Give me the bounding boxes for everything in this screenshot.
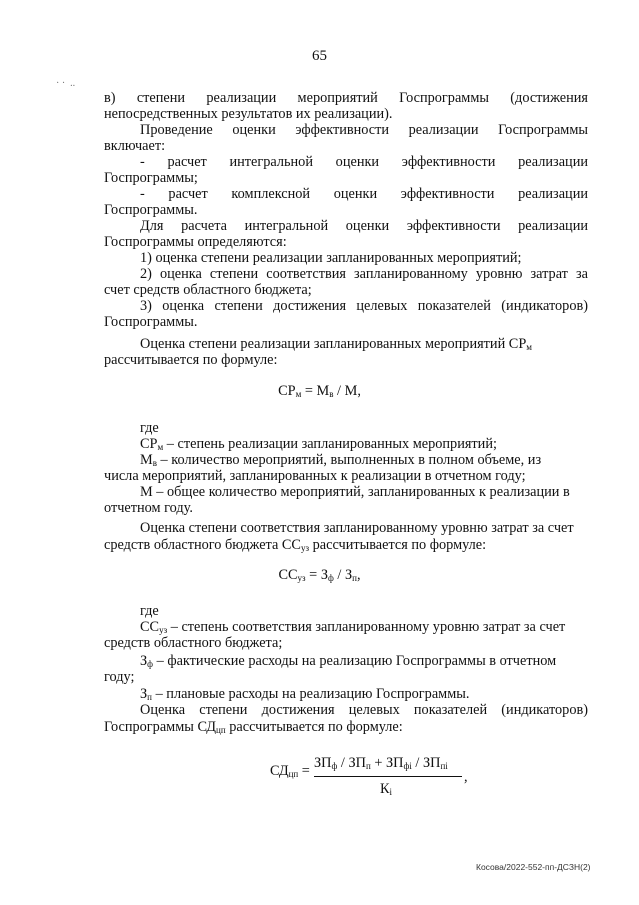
text-line: числа мероприятий, запланированных к реализации в отчетном году; xyxy=(104,468,526,484)
text-line: 1) оценка степени реализации запланированных мероприятий; xyxy=(140,250,522,266)
text-line: средств областного бюджета; xyxy=(104,635,283,651)
text-line: Госпрограммы $СД_{цп}$ рассчитывается по формуле: xyxy=(104,719,403,735)
text-line: 3) оценка степени достижения целевых показателей (индикаторов) xyxy=(140,298,588,314)
text-line: $З_п$ – плановые расходы на реализацию Госпрограммы. xyxy=(140,686,470,702)
text-line: в) степени реализации мероприятий Госпрограммы (достижения xyxy=(104,90,588,106)
text-line: Госпрограммы; xyxy=(104,170,198,186)
text-line: Госпрограммы. xyxy=(104,202,198,218)
text-line: $СС_{уз}$ – степень соответствия запланированному уровню затрат за счет xyxy=(140,619,566,635)
scan-speck: · · .. xyxy=(56,78,76,89)
text-line: - расчет интегральной оценки эффективности реализации xyxy=(140,154,588,170)
formula-srm: $СР_м = М_в / М$, xyxy=(278,383,361,399)
text-line: включает: xyxy=(104,138,166,154)
text-line: $З_ф$ – фактические расходы на реализацию Госпрограммы в отчетном xyxy=(140,653,557,669)
text-line: средств областного бюджета $СС_{уз}$ рассчитывается по формуле: xyxy=(104,537,487,553)
formula-denominator: $К_i$ xyxy=(380,781,393,797)
formula-lhs: $СД_{цп}$ = xyxy=(270,763,310,779)
formula-comma: , xyxy=(464,769,468,785)
text-line: Оценка степени соответствия запланированному уровню затрат за счет xyxy=(140,520,574,536)
text-line: $М_в$ – количество мероприятий, выполненных в полном объеме, из xyxy=(140,452,542,468)
formula-ssuz: $СС_{уз} = З_ф / З_п$, xyxy=(278,567,361,583)
text-line: Оценка степени реализации запланированных мероприятий $СР_м$ xyxy=(140,336,532,352)
formula-sdcp xyxy=(270,755,490,825)
text-line: Оценка степени достижения целевых показателей (индикаторов) xyxy=(140,702,588,718)
document-footer-code: Косова/2022-552-пп-ДСЗН(2) xyxy=(476,862,591,872)
text-line: где xyxy=(140,603,159,619)
text-line: рассчитывается по формуле: xyxy=(104,352,278,368)
fraction-bar xyxy=(314,776,462,777)
text-line: $СР_м$ – степень реализации запланированных мероприятий; xyxy=(140,436,497,452)
text-line: - расчет комплексной оценки эффективности реализации xyxy=(140,186,588,202)
page-number: 65 xyxy=(312,48,327,64)
text-line: М – общее количество мероприятий, запланированных к реализации в xyxy=(140,484,570,500)
text-line: Госпрограммы. xyxy=(104,314,198,330)
text-line: Для расчета интегральной оценки эффективности реализации xyxy=(140,218,588,234)
text-line: непосредственных результатов их реализации). xyxy=(104,106,393,122)
text-line: году; xyxy=(104,669,135,685)
text-line: отчетном году. xyxy=(104,500,193,516)
text-line: 2) оценка степени соответствия запланированному уровню затрат за xyxy=(140,266,588,282)
text-line: Госпрограммы определяются: xyxy=(104,234,287,250)
text-line: счет средств областного бюджета; xyxy=(104,282,312,298)
text-line: где xyxy=(140,420,159,436)
text-line: Проведение оценки эффективности реализации Госпрограммы xyxy=(140,122,588,138)
formula-numerator: $ЗП_ф / ЗП_п + ЗП_{фi} / ЗП_{пi}$ xyxy=(314,755,448,771)
